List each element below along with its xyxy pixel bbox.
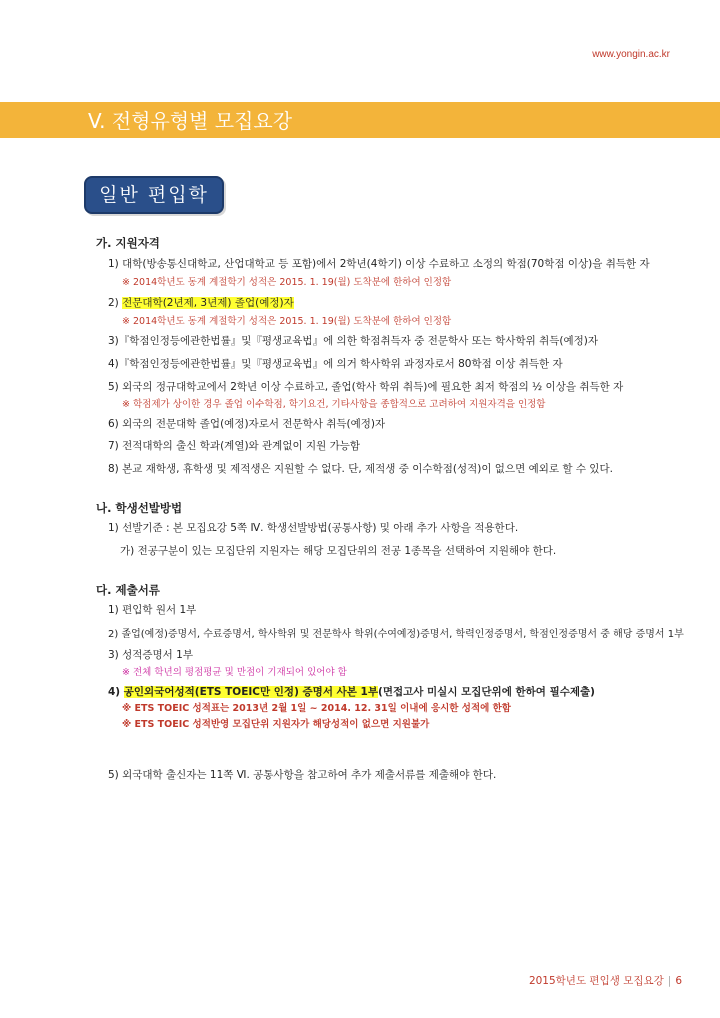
footer-title: 2015학년도 편입생 모집요강 — [528, 975, 664, 987]
footer-separator: | — [667, 975, 672, 987]
selection-item-1: 1) 선발기준 : 본 모집요강 5쪽 Ⅳ. 학생선발방법(공통사항) 및 아래 추가 사항을 적용한다. — [108, 522, 519, 534]
documents-item-4-highlight: 공인외국어성적(ETS TOEIC만 인정) 증명서 사본 1부 — [123, 686, 379, 698]
eligibility-item-7: 7) 전적대학의 출신 학과(계열)와 관계없이 지원 가능함 — [108, 440, 360, 452]
eligibility-item-4: 4)『학점인정등에관한법률』및『평생교육법』에 의거 학사학위 과정자로서 80학점 이상 취득한 자 — [108, 358, 563, 370]
heading-eligibility: 가. 지원자격 — [96, 236, 160, 250]
category-pill-label: 일반 편입학 — [99, 184, 209, 206]
heading-documents: 다. 제출서류 — [96, 583, 160, 597]
documents-item-5: 5) 외국대학 출신자는 11쪽 Ⅵ. 공통사항을 참고하여 추가 제출서류를 제출해야 한다. — [108, 769, 497, 781]
eligibility-item-1-note: ※ 2014학년도 동계 계절학기 성적은 2015. 1. 19(월) 도착분에 한하여 인정함 — [122, 277, 452, 288]
documents-item-4-num: 4) — [108, 686, 124, 698]
documents-item-4-note-1: ※ ETS TOEIC 성적표는 2013년 2월 1일 ~ 2014. 12. 31일 이내에 응시한 성적에 한함 — [122, 703, 511, 714]
site-url: www.yongin.ac.kr — [592, 49, 670, 60]
heading-selection-method: 나. 학생선발방법 — [96, 501, 183, 515]
category-pill — [84, 176, 224, 214]
documents-item-1: 1) 편입학 원서 1부 — [108, 604, 197, 616]
eligibility-item-2 — [108, 295, 294, 310]
documents-item-4 — [108, 684, 595, 699]
documents-item-2: 2) 졸업(예정)증명서, 수료증명서, 학사학위 및 전문학사 학위(수여예정)증명서, 학력인정증명서, 학점인정증명서 중 해당 증명서 1부 — [108, 629, 684, 640]
page-footer — [529, 973, 682, 988]
eligibility-item-2-note: ※ 2014학년도 동계 계절학기 성적은 2015. 1. 19(월) 도착분에 한하여 인정함 — [122, 316, 452, 327]
eligibility-item-2-num: 2) — [108, 297, 123, 309]
eligibility-item-1: 1) 대학(방송통신대학교, 산업대학교 등 포함)에서 2학년(4학기) 이상 수료하고 소정의 학점(70학점 이상)을 취득한 자 — [108, 258, 650, 270]
eligibility-item-3: 3)『학점인정등에관한법률』및『평생교육법』에 의한 학점취득자 중 전문학사 또는 학사학위 취득(예정)자 — [108, 335, 599, 347]
documents-item-4-note-2: ※ ETS TOEIC 성적반영 모집단위 지원자가 해당성적이 없으면 지원불가 — [122, 719, 430, 730]
page-number: 6 — [675, 975, 682, 987]
eligibility-item-5-note: ※ 학점제가 상이한 경우 졸업 이수학점, 학기요건, 기타사항을 종합적으로 고려하여 지원자격을 인정함 — [122, 399, 546, 410]
selection-sub-item-1: 가) 전공구분이 있는 모집단위 지원자는 해당 모집단위의 전공 1종목을 선택하여 지원해야 한다. — [120, 545, 557, 557]
section-title: V. 전형유형별 모집요강 — [88, 109, 293, 133]
eligibility-item-2-highlight: 전문대학(2년제, 3년제) 졸업(예정)자 — [122, 297, 294, 309]
documents-item-3: 3) 성적증명서 1부 — [108, 649, 193, 661]
eligibility-item-5: 5) 외국의 정규대학교에서 2학년 이상 수료하고, 졸업(학사 학위 취득)에 필요한 최저 학점의 ½ 이상을 취득한 자 — [108, 381, 624, 393]
eligibility-item-6: 6) 외국의 전문대학 졸업(예정)자로서 전문학사 취득(예정)자 — [108, 418, 386, 430]
eligibility-item-8: 8) 본교 재학생, 휴학생 및 제적생은 지원할 수 없다. 단, 제적생 중 이수학점(성적)이 없으면 예외로 할 수 있다. — [108, 463, 613, 475]
documents-item-4-rest: (면접고사 미실시 모집단위에 한하여 필수제출) — [378, 686, 595, 698]
section-header-band — [0, 102, 720, 138]
documents-item-3-note: ※ 전체 학년의 평점평균 및 만점이 기재되어 있어야 함 — [122, 667, 347, 678]
